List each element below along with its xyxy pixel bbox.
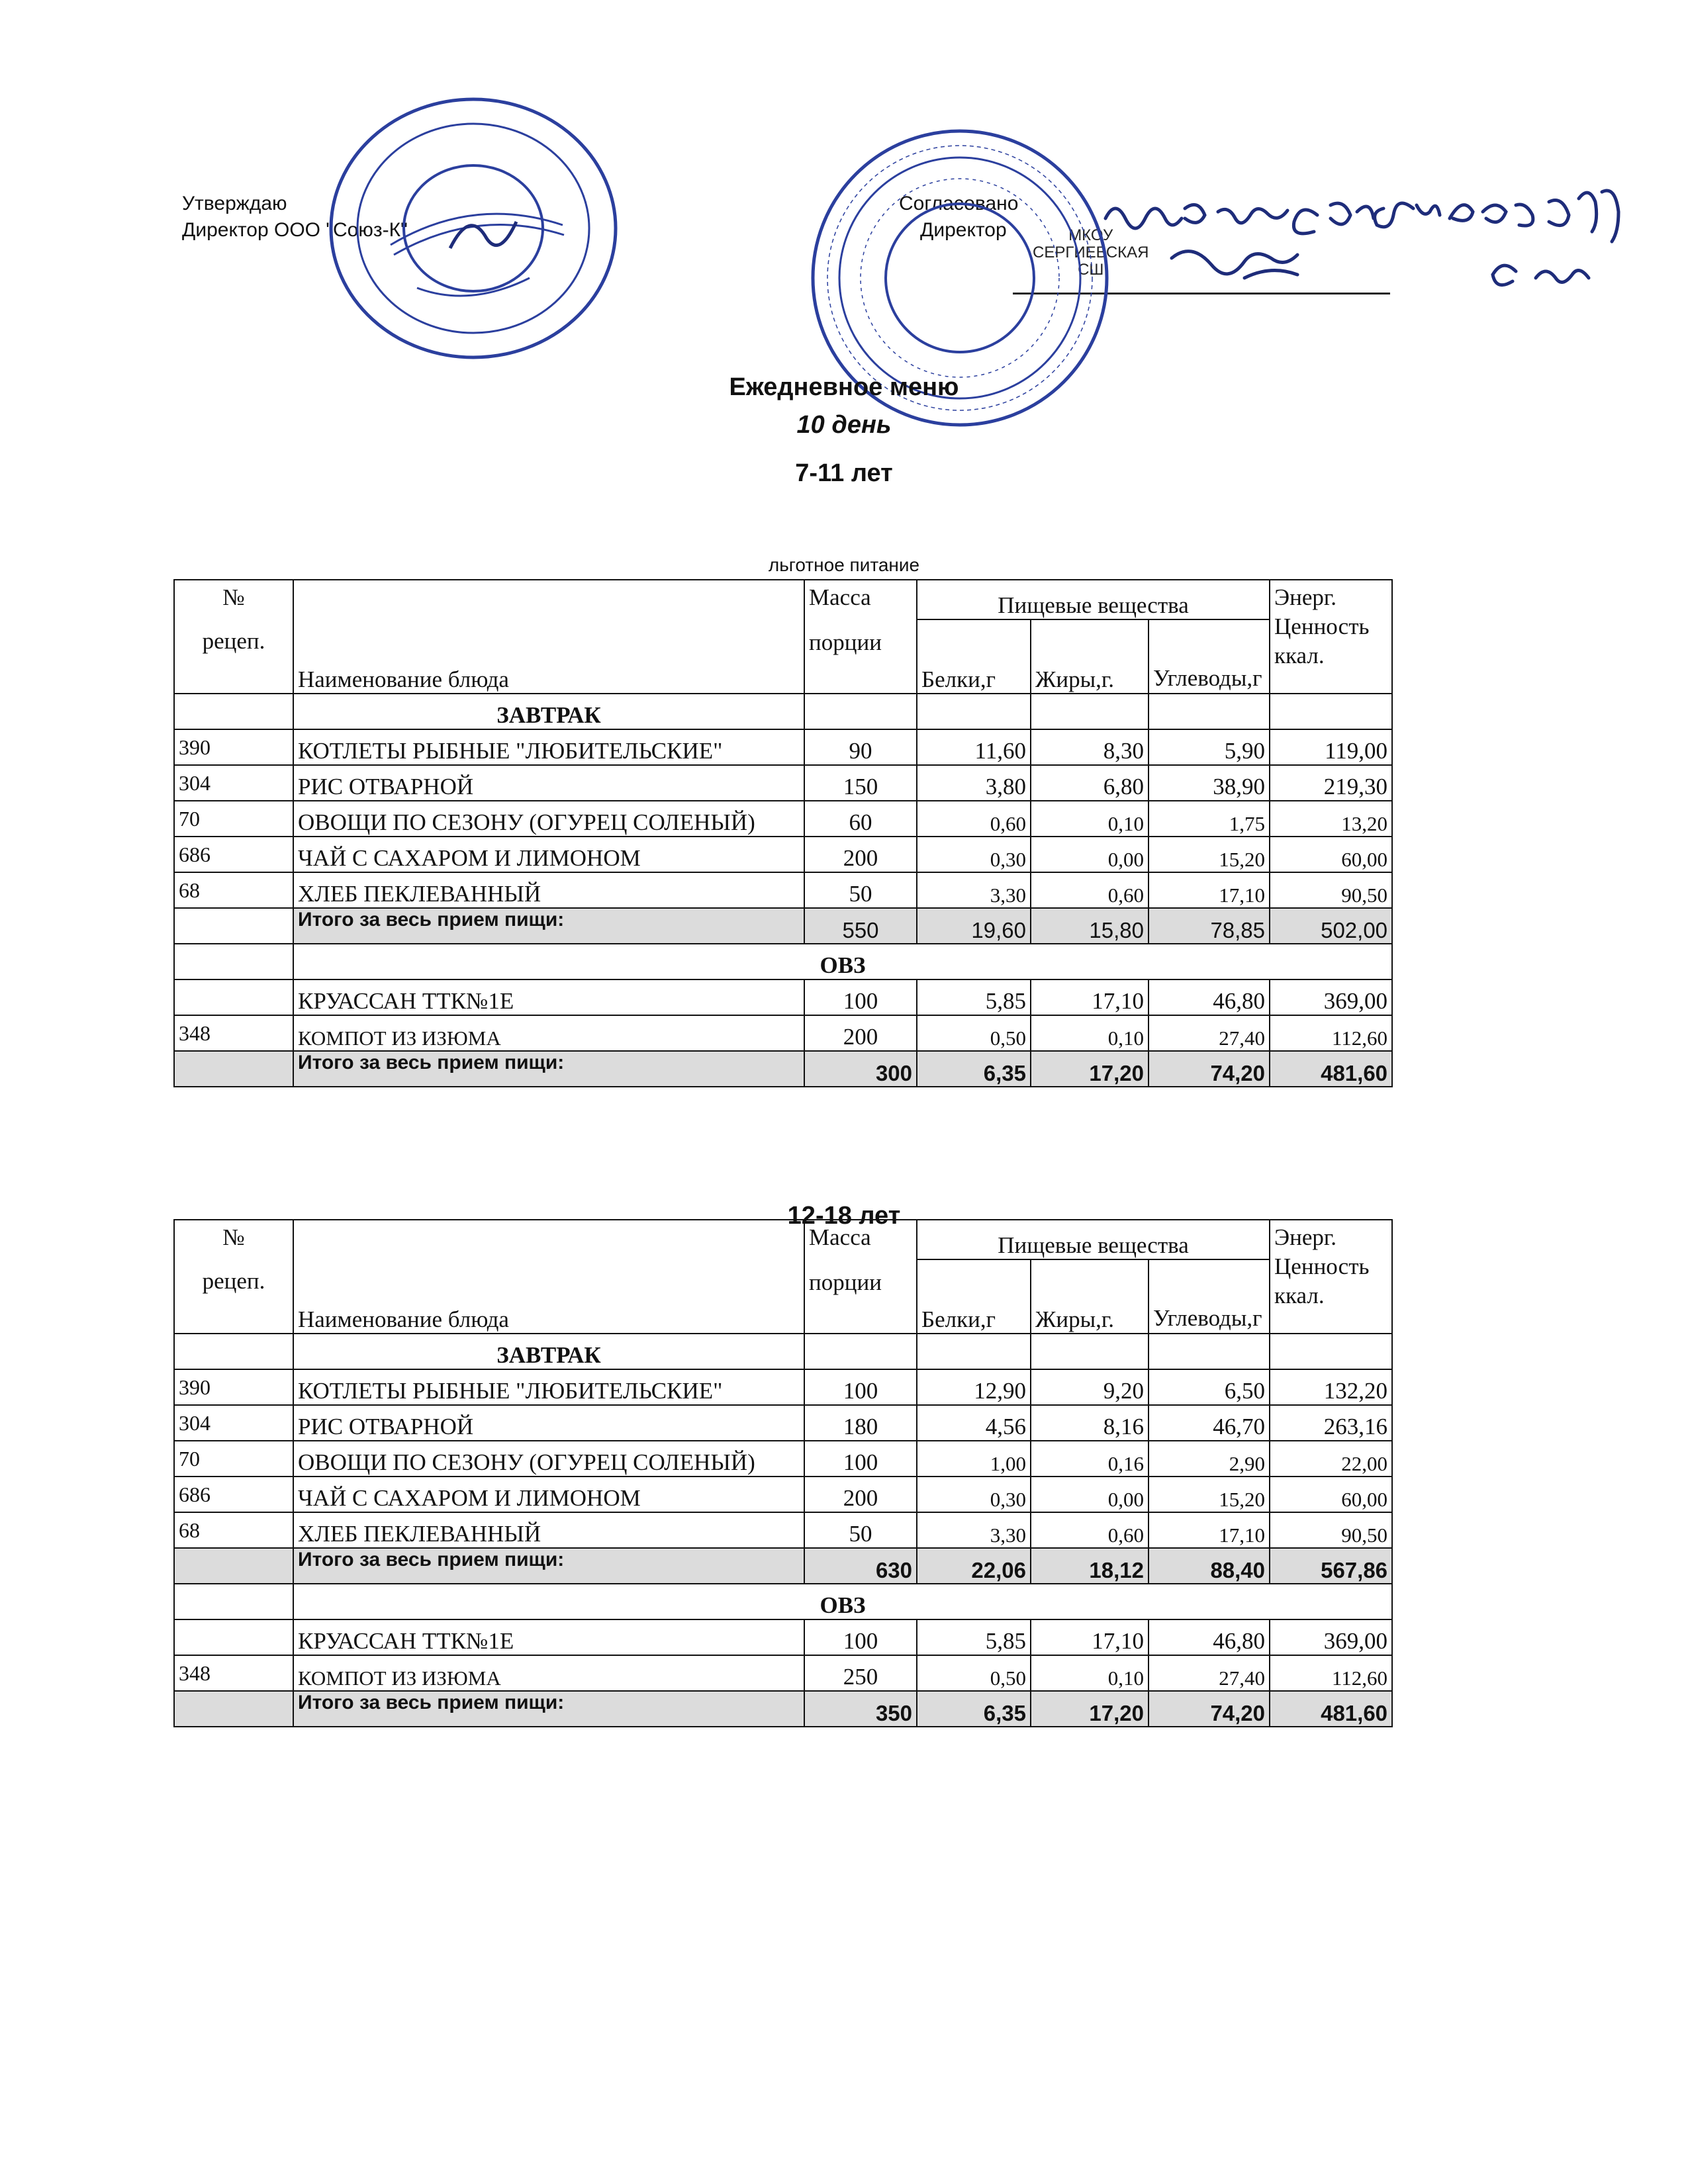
protein-value: 0,50 bbox=[917, 1655, 1031, 1691]
total-kcal: 567,86 bbox=[1270, 1548, 1392, 1584]
protein-value: 3,30 bbox=[917, 872, 1031, 908]
kcal-value: 90,50 bbox=[1270, 1512, 1392, 1548]
mass-value: 100 bbox=[804, 979, 917, 1015]
col-nutrients: Пищевые вещества bbox=[917, 1220, 1270, 1259]
table-row bbox=[174, 1015, 1392, 1051]
protein-value: 11,60 bbox=[917, 729, 1031, 765]
col-carbs: Углеводы,г bbox=[1149, 1259, 1270, 1334]
protein-value: 0,30 bbox=[917, 1477, 1031, 1512]
total-fat: 17,20 bbox=[1031, 1691, 1149, 1727]
total-code-cell bbox=[174, 908, 293, 944]
total-code-cell bbox=[174, 1548, 293, 1584]
mass-value: 100 bbox=[804, 1369, 917, 1405]
total-carbs: 74,20 bbox=[1149, 1691, 1270, 1727]
table-row bbox=[174, 872, 1392, 908]
protein-value: 0,60 bbox=[917, 801, 1031, 837]
kcal-value: 369,00 bbox=[1270, 979, 1392, 1015]
section-ovz: ОВЗ bbox=[293, 944, 1392, 979]
total-mass: 550 bbox=[804, 908, 917, 944]
col-mass bbox=[804, 580, 917, 694]
kcal-value: 22,00 bbox=[1270, 1441, 1392, 1477]
table-row bbox=[174, 1655, 1392, 1691]
table-row bbox=[174, 1441, 1392, 1477]
fat-value: 0,16 bbox=[1031, 1441, 1149, 1477]
total-mass: 350 bbox=[804, 1691, 917, 1727]
mass-value: 100 bbox=[804, 1441, 917, 1477]
carbs-value: 15,20 bbox=[1149, 837, 1270, 872]
protein-value: 0,30 bbox=[917, 837, 1031, 872]
table-row bbox=[174, 765, 1392, 801]
day-label: 10 день bbox=[796, 411, 892, 439]
total-carbs: 74,20 bbox=[1149, 1051, 1270, 1087]
col-mass-bottom: порции bbox=[809, 629, 882, 655]
recipe-code: 348 bbox=[174, 1655, 293, 1691]
fat-value: 0,60 bbox=[1031, 872, 1149, 908]
kcal-value: 119,00 bbox=[1270, 729, 1392, 765]
kcal-value: 13,20 bbox=[1270, 801, 1392, 837]
agree-org-line-1: МКОУ bbox=[1068, 226, 1113, 244]
dish-name: ОВОЩИ ПО СЕЗОНУ (ОГУРЕЦ СОЛЕНЫЙ) bbox=[293, 801, 804, 837]
agree-role: Директор bbox=[920, 219, 1007, 241]
col-recipe-num-bottom: рецеп. bbox=[202, 628, 265, 654]
kcal-value: 60,00 bbox=[1270, 1477, 1392, 1512]
dish-name: РИС ОТВАРНОЙ bbox=[293, 765, 804, 801]
kcal-value: 112,60 bbox=[1270, 1015, 1392, 1051]
carbs-value: 17,10 bbox=[1149, 1512, 1270, 1548]
carbs-value: 38,90 bbox=[1149, 765, 1270, 801]
recipe-code: 390 bbox=[174, 1369, 293, 1405]
col-mass-top: Масса bbox=[809, 1224, 871, 1250]
carbs-value: 46,80 bbox=[1149, 1619, 1270, 1655]
col-energy bbox=[1270, 580, 1392, 694]
table-row bbox=[174, 837, 1392, 872]
col-fat: Жиры,г. bbox=[1031, 1259, 1149, 1334]
protein-value: 12,90 bbox=[917, 1369, 1031, 1405]
approve-role: Директор ООО "Союз-К" bbox=[182, 219, 408, 241]
mass-value: 150 bbox=[804, 765, 917, 801]
fat-value: 0,10 bbox=[1031, 1015, 1149, 1051]
kcal-value: 60,00 bbox=[1270, 837, 1392, 872]
protein-value: 3,80 bbox=[917, 765, 1031, 801]
total-row bbox=[174, 1691, 1392, 1727]
recipe-code bbox=[174, 979, 293, 1015]
carbs-value: 27,40 bbox=[1149, 1655, 1270, 1691]
age-group-1: 7-11 лет bbox=[795, 459, 893, 487]
fat-value: 17,10 bbox=[1031, 1619, 1149, 1655]
dish-name: КРУАССАН ТТК№1Е bbox=[293, 979, 804, 1015]
section-ovz: ОВЗ bbox=[293, 1584, 1392, 1619]
carbs-value: 6,50 bbox=[1149, 1369, 1270, 1405]
kcal-value: 369,00 bbox=[1270, 1619, 1392, 1655]
dish-name: КОТЛЕТЫ РЫБНЫЕ "ЛЮБИТЕЛЬСКИЕ" bbox=[293, 729, 804, 765]
page-title: Ежедневное меню bbox=[729, 373, 959, 401]
col-mass bbox=[804, 1220, 917, 1334]
fat-value: 0,00 bbox=[1031, 1477, 1149, 1512]
dish-name: РИС ОТВАРНОЙ bbox=[293, 1405, 804, 1441]
carbs-value: 5,90 bbox=[1149, 729, 1270, 765]
recipe-code: 686 bbox=[174, 837, 293, 872]
agree-label: Согласовано bbox=[899, 193, 1019, 214]
fat-value: 8,30 bbox=[1031, 729, 1149, 765]
col-dish-name: Наименование блюда bbox=[293, 1220, 804, 1334]
carbs-value: 1,75 bbox=[1149, 801, 1270, 837]
total-carbs: 78,85 bbox=[1149, 908, 1270, 944]
recipe-code: 686 bbox=[174, 1477, 293, 1512]
recipe-code: 68 bbox=[174, 1512, 293, 1548]
approve-label: Утверждаю bbox=[182, 193, 287, 214]
protein-value: 0,50 bbox=[917, 1015, 1031, 1051]
col-recipe-num bbox=[174, 1220, 293, 1334]
mass-value: 250 bbox=[804, 1655, 917, 1691]
table-row bbox=[174, 1477, 1392, 1512]
total-row bbox=[174, 1548, 1392, 1584]
protein-value: 5,85 bbox=[917, 979, 1031, 1015]
col-nutrients: Пищевые вещества bbox=[917, 580, 1270, 619]
age-group-2: 12-18 лет bbox=[787, 1202, 901, 1230]
table-row bbox=[174, 1405, 1392, 1441]
kcal-value: 112,60 bbox=[1270, 1655, 1392, 1691]
total-label: Итого за весь прием пищи: bbox=[293, 1051, 804, 1087]
handwritten-signature-icon bbox=[1092, 179, 1675, 318]
protein-value: 3,30 bbox=[917, 1512, 1031, 1548]
col-protein: Белки,г bbox=[917, 619, 1031, 694]
kcal-value: 263,16 bbox=[1270, 1405, 1392, 1441]
total-carbs: 88,40 bbox=[1149, 1548, 1270, 1584]
dish-name: ЧАЙ С САХАРОМ И ЛИМОНОМ bbox=[293, 837, 804, 872]
col-recipe-num-top: № bbox=[222, 584, 245, 610]
dish-name: ЧАЙ С САХАРОМ И ЛИМОНОМ bbox=[293, 1477, 804, 1512]
carbs-value: 46,80 bbox=[1149, 979, 1270, 1015]
carbs-value: 2,90 bbox=[1149, 1441, 1270, 1477]
col-carbs: Углеводы,г bbox=[1149, 619, 1270, 694]
total-label: Итого за весь прием пищи: bbox=[293, 908, 804, 944]
menu-table-7-11 bbox=[173, 579, 1393, 1087]
total-mass: 630 bbox=[804, 1548, 917, 1584]
carbs-value: 17,10 bbox=[1149, 872, 1270, 908]
total-fat: 15,80 bbox=[1031, 908, 1149, 944]
total-mass: 300 bbox=[804, 1051, 917, 1087]
meal-note: льготное питание bbox=[768, 555, 920, 575]
col-fat: Жиры,г. bbox=[1031, 619, 1149, 694]
total-protein: 6,35 bbox=[917, 1051, 1031, 1087]
col-dish-name: Наименование блюда bbox=[293, 580, 804, 694]
protein-value: 5,85 bbox=[917, 1619, 1031, 1655]
section-code-cell bbox=[174, 694, 293, 729]
col-energy bbox=[1270, 1220, 1392, 1334]
section-code-cell bbox=[174, 1584, 293, 1619]
dish-name: КОМПОТ ИЗ ИЗЮМА bbox=[293, 1015, 804, 1051]
fat-value: 9,20 bbox=[1031, 1369, 1149, 1405]
mass-value: 200 bbox=[804, 1477, 917, 1512]
carbs-value: 15,20 bbox=[1149, 1477, 1270, 1512]
menu-table-12-18 bbox=[173, 1219, 1393, 1727]
kcal-value: 132,20 bbox=[1270, 1369, 1392, 1405]
mass-value: 100 bbox=[804, 1619, 917, 1655]
mass-value: 200 bbox=[804, 1015, 917, 1051]
recipe-code: 70 bbox=[174, 801, 293, 837]
total-kcal: 481,60 bbox=[1270, 1051, 1392, 1087]
col-energy-bottom: Ценность ккал. bbox=[1274, 614, 1370, 668]
fat-value: 17,10 bbox=[1031, 979, 1149, 1015]
col-energy-top: Энерг. bbox=[1274, 1224, 1337, 1250]
mass-value: 60 bbox=[804, 801, 917, 837]
section-breakfast: ЗАВТРАК bbox=[293, 1334, 804, 1369]
agree-org-line-3: СШ bbox=[1078, 261, 1104, 279]
recipe-code bbox=[174, 1619, 293, 1655]
mass-value: 90 bbox=[804, 729, 917, 765]
table-row bbox=[174, 1512, 1392, 1548]
fat-value: 8,16 bbox=[1031, 1405, 1149, 1441]
total-label: Итого за весь прием пищи: bbox=[293, 1548, 804, 1584]
section-code-cell bbox=[174, 1334, 293, 1369]
recipe-code: 70 bbox=[174, 1441, 293, 1477]
dish-name: КРУАССАН ТТК№1Е bbox=[293, 1619, 804, 1655]
total-kcal: 502,00 bbox=[1270, 908, 1392, 944]
table-row bbox=[174, 801, 1392, 837]
col-energy-top: Энерг. bbox=[1274, 584, 1337, 610]
col-recipe-num bbox=[174, 580, 293, 694]
section-breakfast: ЗАВТРАК bbox=[293, 694, 804, 729]
fat-value: 0,10 bbox=[1031, 1655, 1149, 1691]
mass-value: 50 bbox=[804, 1512, 917, 1548]
fat-value: 6,80 bbox=[1031, 765, 1149, 801]
total-fat: 18,12 bbox=[1031, 1548, 1149, 1584]
total-code-cell bbox=[174, 1051, 293, 1087]
total-protein: 19,60 bbox=[917, 908, 1031, 944]
dish-name: КОТЛЕТЫ РЫБНЫЕ "ЛЮБИТЕЛЬСКИЕ" bbox=[293, 1369, 804, 1405]
recipe-code: 304 bbox=[174, 765, 293, 801]
agree-org-line-2: СЕРГИЕВСКАЯ bbox=[1033, 244, 1149, 261]
col-protein: Белки,г bbox=[917, 1259, 1031, 1334]
protein-value: 4,56 bbox=[917, 1405, 1031, 1441]
total-row bbox=[174, 908, 1392, 944]
total-fat: 17,20 bbox=[1031, 1051, 1149, 1087]
company-stamp-icon bbox=[318, 89, 629, 367]
total-code-cell bbox=[174, 1691, 293, 1727]
dish-name: КОМПОТ ИЗ ИЗЮМА bbox=[293, 1655, 804, 1691]
dish-name: ХЛЕБ ПЕКЛЕВАННЫЙ bbox=[293, 872, 804, 908]
mass-value: 50 bbox=[804, 872, 917, 908]
table-row bbox=[174, 729, 1392, 765]
protein-value: 1,00 bbox=[917, 1441, 1031, 1477]
col-energy-bottom: Ценность ккал. bbox=[1274, 1253, 1370, 1308]
mass-value: 180 bbox=[804, 1405, 917, 1441]
total-protein: 22,06 bbox=[917, 1548, 1031, 1584]
table-row bbox=[174, 1619, 1392, 1655]
section-code-cell bbox=[174, 944, 293, 979]
dish-name: ХЛЕБ ПЕКЛЕВАННЫЙ bbox=[293, 1512, 804, 1548]
col-recipe-num-bottom: рецеп. bbox=[202, 1268, 265, 1294]
carbs-value: 46,70 bbox=[1149, 1405, 1270, 1441]
recipe-code: 390 bbox=[174, 729, 293, 765]
total-protein: 6,35 bbox=[917, 1691, 1031, 1727]
kcal-value: 90,50 bbox=[1270, 872, 1392, 908]
col-recipe-num-top: № bbox=[222, 1224, 245, 1250]
kcal-value: 219,30 bbox=[1270, 765, 1392, 801]
col-mass-bottom: порции bbox=[809, 1269, 882, 1295]
table-row bbox=[174, 1369, 1392, 1405]
total-kcal: 481,60 bbox=[1270, 1691, 1392, 1727]
fat-value: 0,10 bbox=[1031, 801, 1149, 837]
carbs-value: 27,40 bbox=[1149, 1015, 1270, 1051]
table-row bbox=[174, 979, 1392, 1015]
col-mass-top: Масса bbox=[809, 584, 871, 610]
total-label: Итого за весь прием пищи: bbox=[293, 1691, 804, 1727]
total-row bbox=[174, 1051, 1392, 1087]
dish-name: ОВОЩИ ПО СЕЗОНУ (ОГУРЕЦ СОЛЕНЫЙ) bbox=[293, 1441, 804, 1477]
recipe-code: 304 bbox=[174, 1405, 293, 1441]
recipe-code: 348 bbox=[174, 1015, 293, 1051]
mass-value: 200 bbox=[804, 837, 917, 872]
fat-value: 0,60 bbox=[1031, 1512, 1149, 1548]
recipe-code: 68 bbox=[174, 872, 293, 908]
fat-value: 0,00 bbox=[1031, 837, 1149, 872]
